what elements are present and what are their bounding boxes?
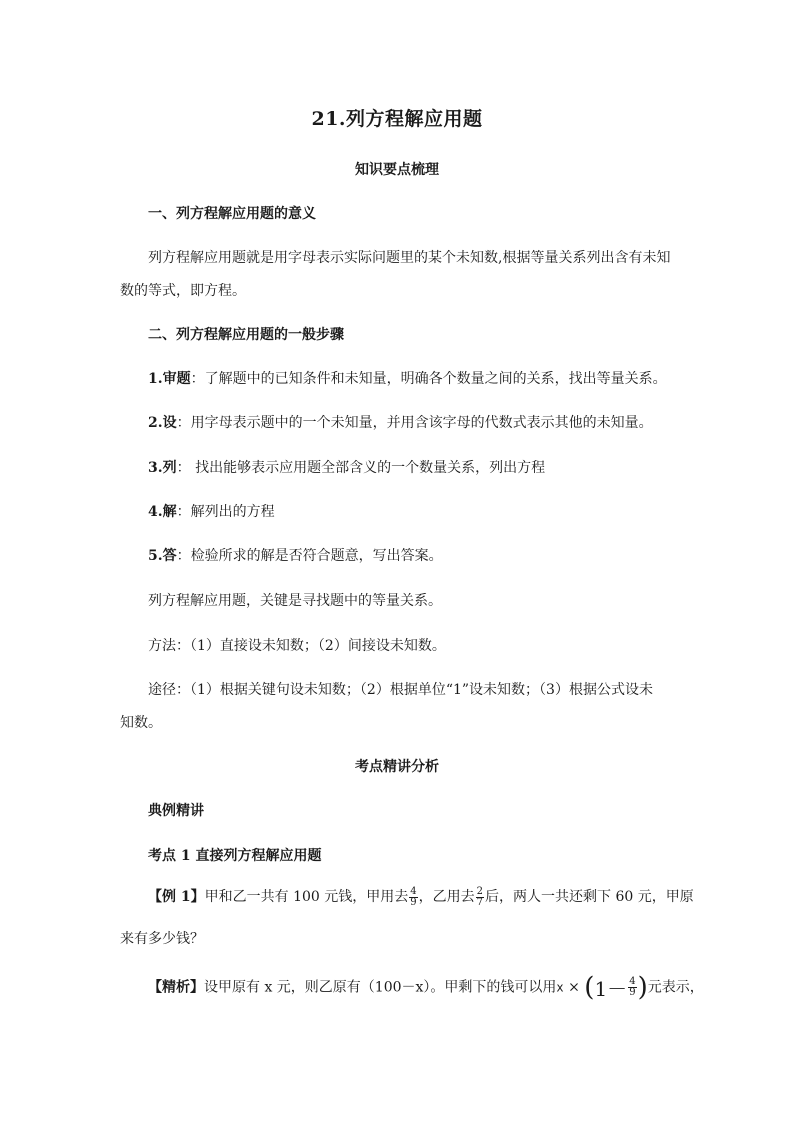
analysis-line — [148, 973, 704, 1002]
example1-line1 — [148, 886, 694, 908]
step-label: 1.审题 — [148, 371, 191, 387]
step-label: 3.列 — [148, 460, 177, 476]
step-set — [148, 412, 653, 432]
step-separator: ： — [176, 548, 191, 564]
step-review — [148, 368, 667, 388]
analysis-text-b: 元表示， — [647, 979, 704, 996]
part2-heading: 二、列方程解应用题的一般步骤 — [148, 327, 344, 343]
example-text-a: 甲和乙一共有 100 元钱，甲用去 — [204, 889, 409, 905]
step-separator: ： — [176, 460, 191, 476]
right-parenthesis: ) — [637, 972, 648, 1003]
step-text: 用字母表示题中的一个未知量，并用含该字母的代数式表示其他的未知量。 — [190, 415, 653, 431]
example-text-c: 后，两人一共还剩下 60 元，甲原 — [485, 889, 694, 905]
step-separator: ： — [190, 371, 205, 387]
analysis-text-a: 设甲原有 x 元，则乙原有（100－x）。甲剩下的钱可以用 — [204, 979, 557, 996]
fraction-four-ninths-analysis — [628, 977, 636, 998]
page-title: 21.列方程解应用题 — [311, 108, 483, 130]
step-solve — [148, 501, 275, 521]
step-separator: ： — [176, 415, 191, 431]
step-label: 2.设 — [148, 415, 177, 431]
fraction-denominator: 7 — [476, 896, 483, 908]
part1-paragraph-line1: 列方程解应用题就是用字母表示实际问题里的某个未知数,根据等量关系列出含有未知 — [148, 250, 671, 266]
variable-x: x — [556, 980, 564, 995]
step-text: 解列出的方程 — [190, 504, 275, 520]
fraction-numerator: 4 — [410, 885, 417, 897]
example-text-b: ，乙用去 — [418, 889, 475, 905]
analysis-label: 【精析】 — [148, 979, 204, 996]
step-label: 5.答 — [148, 548, 177, 564]
fraction-denominator: 9 — [410, 896, 417, 908]
example1-line2: 来有多少钱？ — [120, 931, 204, 947]
one-minus: 1－ — [594, 977, 628, 1001]
fraction-two-sevenths — [476, 887, 484, 908]
method-line: 方法：（1）直接设未知数；（2）间接设未知数。 — [148, 638, 446, 654]
step-text: 检验所求的解是否符合题意，写出答案。 — [190, 548, 443, 564]
part1-heading: 一、列方程解应用题的意义 — [148, 206, 316, 222]
key-point-line: 列方程解应用题，关键是寻找题中的等量关系。 — [148, 593, 442, 609]
step-text: 找出能够表示应用题全部含义的一个数量关系，列出方程 — [190, 460, 546, 476]
fraction-numerator: 2 — [476, 885, 483, 897]
path-line2: 知数。 — [120, 715, 162, 731]
typical-examples-heading: 典例精讲 — [148, 803, 204, 819]
times-sign: × — [568, 979, 580, 996]
point1-heading: 考点 1 直接列方程解应用题 — [148, 848, 322, 864]
section-heading-analysis: 考点精讲分析 — [355, 759, 439, 775]
left-parenthesis: ( — [584, 972, 595, 1003]
step-label: 4.解 — [148, 504, 177, 520]
step-answer — [148, 545, 443, 565]
part1-paragraph-line2: 数的等式，即方程。 — [120, 283, 246, 299]
step-separator: ： — [176, 504, 191, 520]
step-list — [148, 457, 545, 477]
fraction-four-ninths — [409, 887, 417, 908]
path-line1: 途径：（1）根据关键句设未知数；（2）根据单位“1”设未知数；（3）根据公式设未 — [148, 682, 653, 698]
example-label: 【例 1】 — [148, 889, 205, 905]
fraction-numerator: 4 — [629, 976, 636, 987]
step-text: 了解题中的已知条件和未知量，明确各个数量之间的关系，找出等量关系。 — [204, 371, 667, 387]
section-heading-knowledge: 知识要点梳理 — [355, 162, 439, 178]
fraction-denominator: 9 — [629, 987, 636, 998]
